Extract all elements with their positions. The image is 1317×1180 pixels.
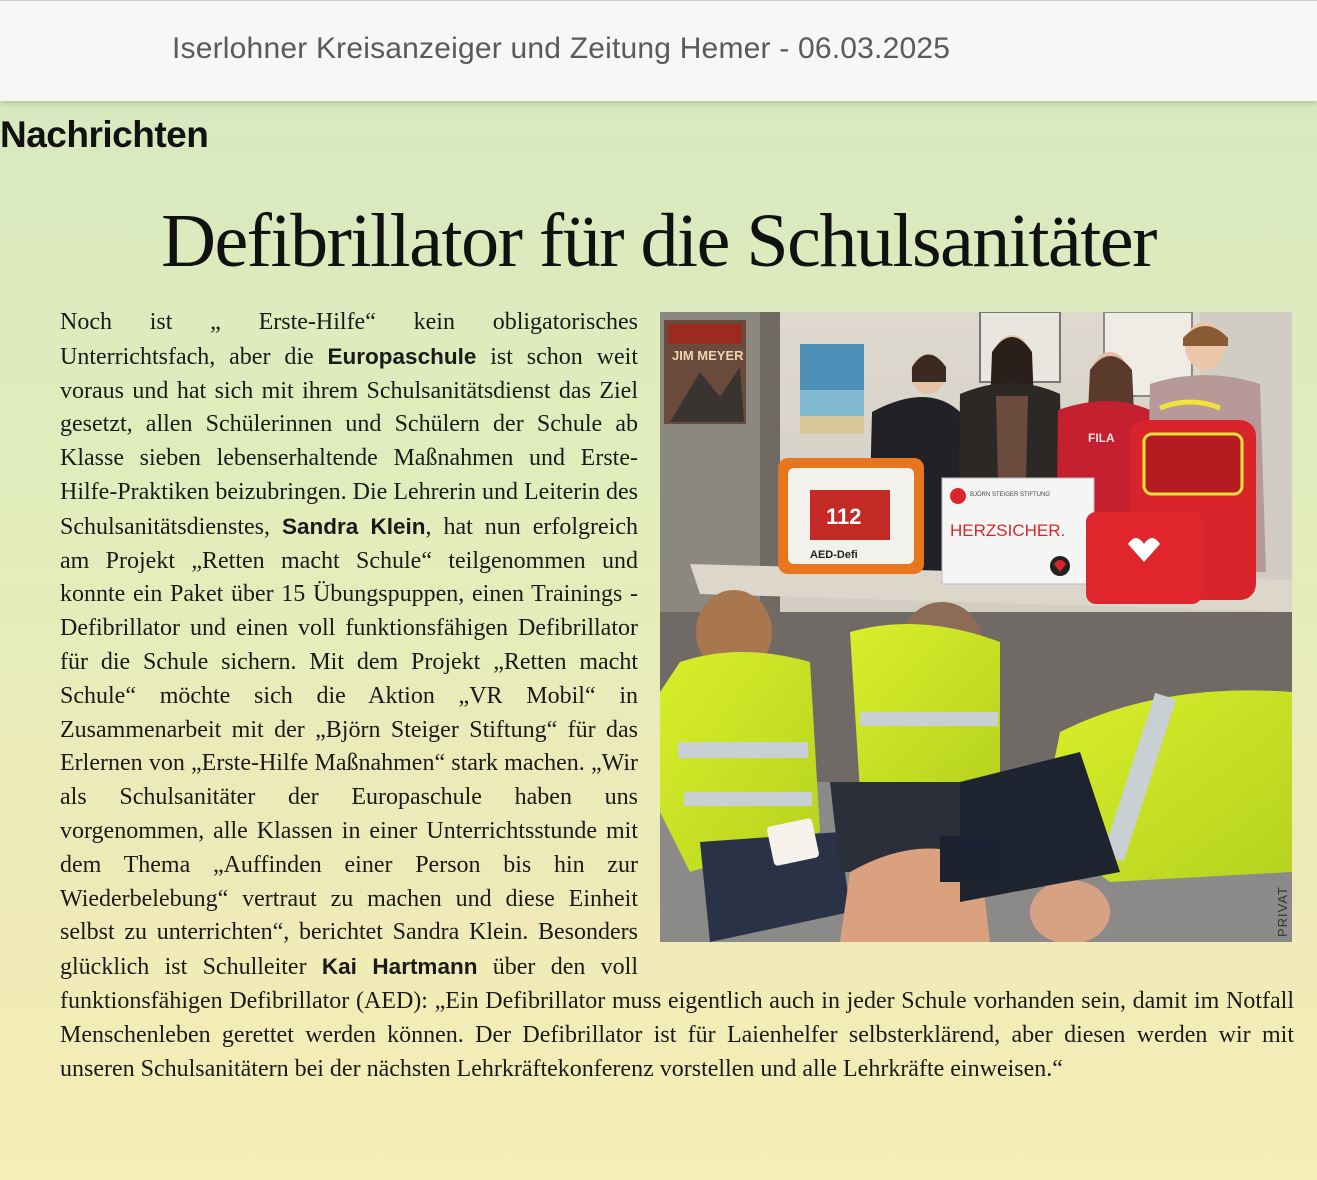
body-segment: über den voll funktionsfähigen Defibrillator (AED): „Ein Defibrillator muss eigentlich auch in jeder Schule vorhanden sein, damit im Notfall Menschenleben gerettet werden können. Der Defibrillator ist für Laienhelfer selbsterklärend, aber diesen werden wir mit unseren Schulsanitätern bei der nächsten Lehrkräftekonferenz vorstellen und alle Lehrkräfte einweisen.“ bbox=[60, 954, 1294, 1082]
highlight-kai-hartmann: Kai Hartmann bbox=[321, 954, 478, 980]
sign-org: BJÖRN STEIGER STIFTUNG bbox=[970, 492, 1051, 498]
red-aed-case bbox=[1086, 512, 1202, 604]
section-label: Nachrichten bbox=[0, 114, 209, 155]
sign-text: HERZSICHER. bbox=[950, 521, 1066, 540]
article-photo[interactable] bbox=[660, 312, 1292, 942]
publication-title: Iserlohner Kreisanzeiger und Zeitung Hemer - 06.03.2025 bbox=[172, 32, 951, 65]
sweater-text: FILA bbox=[1088, 431, 1115, 445]
highlight-sandra-klein: Sandra Klein bbox=[281, 513, 426, 539]
highlight-europaschule: Europaschule bbox=[327, 343, 477, 369]
wall-painting bbox=[800, 344, 864, 434]
aed-box-number: 112 bbox=[826, 504, 862, 529]
body-segment: ist schon weit voraus und hat sich mit ihrem Schulsanitätsdienst das Ziel gesetzt, allen Schülerinnen und Schülern der Schule ab Klasse sieben lebenserhaltende Maßnahmen und Erste-Hilfe-Praktiken beizubringen. Die Lehrerin und Leiterin des Schulsanitätsdienstes, bbox=[60, 343, 638, 540]
aed-box bbox=[778, 458, 924, 574]
herzsicher-sign bbox=[942, 478, 1094, 584]
poster bbox=[664, 320, 746, 424]
body-segment: , hat nun erfolgreich am Projekt „Retten macht Schule“ teilgenommen und konnte ein Paket über 15 Übungspuppen, einen Trainings - Defibrillator und einen voll funktionsfähigen Defibrillator für die Schule sichern. Mit dem Projekt „Retten macht Schule“ möchte sich die Aktion „VR Mobil“ in Zusammenarbeit mit der „Björn Steiger Stiftung“ für das Erlernen von „Erste-Hilfe Maßnahmen“ stark machen. „Wir als Schulsanitäter der Europaschule haben uns vorgenommen, alle Klassen in einer Unterrichtsstunde mit dem Thema „Auffinden einer Person bis hin zur Wiederbelebung“ vertraut zu machen und diese Einheit selbst zu unterrichten“, berichtet Sandra Klein. Besonders glücklich ist Schulleiter bbox=[60, 513, 638, 981]
aed-box-label: AED-Defi bbox=[810, 549, 858, 561]
photo-credit: PRIVAT bbox=[1275, 886, 1291, 938]
poster-text: JIM MEYER bbox=[672, 348, 744, 363]
body-segment: Noch ist „ Erste-Hilfe“ kein obligatorisches Unterrichtsfach, aber die bbox=[60, 309, 638, 370]
article-headline: Defibrillator für die Schulsanitäter bbox=[161, 199, 1156, 283]
photo-illustration bbox=[660, 312, 1292, 942]
top-bar bbox=[0, 0, 1317, 101]
article-body bbox=[60, 306, 1294, 1086]
article-photo-wrapper bbox=[660, 306, 1294, 964]
